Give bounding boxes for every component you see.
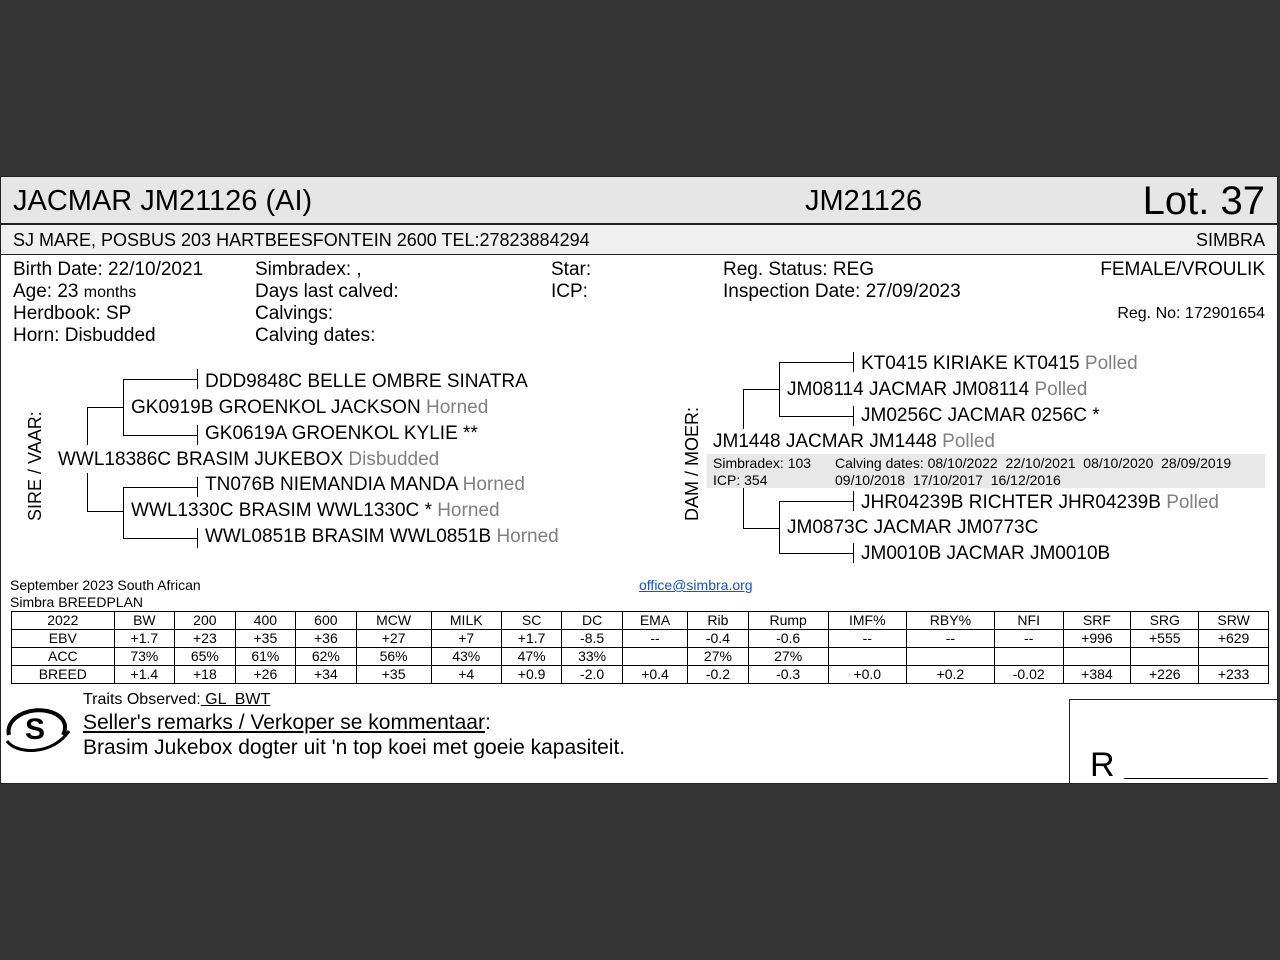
table-cell: 43% [431, 648, 501, 666]
table-cell: +0.2 [906, 666, 994, 684]
table-cell: -0.4 [688, 630, 749, 648]
table-cell: 62% [296, 648, 357, 666]
sire-sire [131, 397, 488, 419]
breedplan-table [11, 611, 1269, 684]
age-unit: months [83, 284, 137, 301]
lot-card [0, 176, 1278, 784]
table-cell: SRW [1199, 612, 1269, 630]
line [87, 473, 88, 511]
horn-status: Horned [425, 397, 489, 418]
table-cell: +0.9 [501, 666, 562, 684]
reg-no: Reg. No: 172901654 [1117, 305, 1265, 322]
price-box [1069, 699, 1278, 784]
animal-id: JM21126 [805, 185, 923, 217]
animal-name: JHR04239B RICHTER JHR04239B [861, 492, 1161, 513]
table-cell: EBV [12, 630, 115, 648]
age [13, 281, 136, 303]
line [87, 511, 123, 512]
table-cell: +18 [175, 666, 236, 684]
dam-dam [787, 517, 1038, 539]
table-cell: -0.02 [994, 666, 1063, 684]
line [853, 543, 854, 563]
acc-row [12, 648, 1269, 666]
traits-observed [83, 691, 270, 709]
traits-label: Traits Observed: [83, 691, 201, 708]
table-cell: Rib [688, 612, 749, 630]
horn-status: Horned [462, 474, 525, 495]
animal-name: JM0873C JACMAR JM0773C [787, 517, 1039, 538]
table-cell [828, 648, 906, 666]
dam-sire-dam [861, 405, 1100, 427]
table-cell: SRF [1063, 612, 1131, 630]
owner-info: SJ MARE, POSBUS 203 HARTBEESFONTEIN 2600 TEL:27823884294 [13, 230, 590, 250]
price-line[interactable] [1124, 778, 1268, 779]
table-cell: IMF% [828, 612, 906, 630]
breed-row [12, 666, 1269, 684]
animal-name: KT0415 KIRIAKE KT0415 [861, 353, 1080, 374]
table-cell: +384 [1063, 666, 1131, 684]
table-cell: -0.2 [688, 666, 749, 684]
table-cell: BREED [12, 666, 115, 684]
table-cell: -8.5 [562, 630, 623, 648]
table-cell: 33% [562, 648, 623, 666]
line [743, 488, 744, 528]
logo-letter: S [25, 713, 46, 746]
animal-name: WWL1330C BRASIM WWL1330C * [131, 500, 432, 521]
table-cell: +34 [296, 666, 357, 684]
dam-icp: ICP: 354 [713, 472, 768, 488]
inspection-date: Inspection Date: 27/09/2023 [723, 281, 961, 302]
line [779, 416, 853, 417]
table-cell [622, 648, 687, 666]
email-link[interactable]: office@simbra.org [639, 577, 753, 593]
animal-name: JM08114 JACMAR JM08114 [787, 379, 1030, 400]
breedplan-subtitle: Simbra BREEDPLAN [10, 594, 144, 610]
animal-name: JM0010B JACMAR JM0010B [861, 543, 1111, 564]
line [123, 379, 124, 435]
table-cell: +555 [1131, 630, 1199, 648]
line [743, 528, 779, 529]
table-cell: 2022 [12, 612, 115, 630]
line [743, 389, 744, 429]
table-cell: 61% [235, 648, 296, 666]
table-cell: 73% [114, 648, 175, 666]
line [123, 487, 198, 488]
line [123, 538, 198, 539]
table-cell: 200 [175, 612, 236, 630]
sire-label: SIRE / VAAR: [25, 411, 45, 521]
table-cell: EMA [622, 612, 687, 630]
dam-sire-sire [861, 353, 1138, 375]
line [853, 352, 854, 372]
owner-bar [1, 225, 1277, 255]
lot-number: Lot. 37 [1142, 179, 1265, 223]
table-cell: +4 [431, 666, 501, 684]
table-cell: +233 [1199, 666, 1269, 684]
table-cell: -0.6 [748, 630, 828, 648]
table-cell: -- [622, 630, 687, 648]
table-cell: +26 [235, 666, 296, 684]
breedplan-title: September 2023 South African [10, 577, 201, 593]
table-cell: +0.4 [622, 666, 687, 684]
remarks-colon: : [484, 711, 491, 734]
table-cell: DC [562, 612, 623, 630]
ebv-row [12, 630, 1269, 648]
table-cell [1131, 648, 1199, 666]
line [853, 406, 854, 426]
table-cell: +7 [431, 630, 501, 648]
animal-name: TN076B NIEMANDIA MANDA [205, 474, 458, 495]
reg-status: Reg. Status: REG [723, 259, 875, 280]
line [779, 362, 780, 416]
dam-calving-dates: Calving dates: 08/10/2022 22/10/2021 08/10/2020 28/09/2019 [835, 455, 1232, 471]
calving-dates: Calving dates: [255, 325, 376, 346]
birth-date: Birth Date: 22/10/2021 [13, 259, 204, 280]
simbra-logo-icon [3, 701, 73, 757]
table-cell: +23 [175, 630, 236, 648]
table-cell: +629 [1199, 630, 1269, 648]
horn-status: Disbudded [348, 449, 440, 470]
line [743, 389, 779, 390]
line [87, 407, 88, 445]
line [197, 425, 198, 445]
table-cell: 56% [356, 648, 431, 666]
sire-dam-sire [205, 474, 525, 496]
table-cell: 27% [748, 648, 828, 666]
remarks-label: Seller's remarks / Verkoper se kommentaar [83, 711, 485, 734]
table-cell: +1.7 [114, 630, 175, 648]
line [197, 528, 198, 548]
line [197, 477, 198, 497]
icp: ICP: [551, 281, 588, 302]
remarks-heading [83, 711, 491, 735]
table-cell: +226 [1131, 666, 1199, 684]
table-cell: BW [114, 612, 175, 630]
table-cell: +0.0 [828, 666, 906, 684]
remarks-text: Brasim Jukebox dogter uit 'n top koei met goeie kapasiteit. [83, 736, 626, 759]
table-cell [1063, 648, 1131, 666]
line [197, 369, 198, 389]
sex: FEMALE/VROULIK [1100, 259, 1265, 280]
table-cell: +996 [1063, 630, 1131, 648]
sire-sire-dam [205, 423, 478, 445]
breed-label: SIMBRA [1195, 230, 1265, 250]
price-label: R [1090, 746, 1115, 784]
table-cell: +35 [235, 630, 296, 648]
table-cell: NFI [994, 612, 1063, 630]
trait-header-row [12, 612, 1269, 630]
sire-sire-sire [205, 371, 528, 393]
table-cell [1199, 648, 1269, 666]
table-cell: SRG [1131, 612, 1199, 630]
lot-header [1, 177, 1277, 225]
line [779, 501, 853, 502]
dam-simbradex: Simbradex: 103 [713, 455, 812, 471]
animal-name: JM1448 JACMAR JM1448 [713, 431, 937, 452]
line [123, 379, 198, 380]
table-cell: 400 [235, 612, 296, 630]
dam-sire [787, 379, 1087, 401]
table-cell: +1.7 [501, 630, 562, 648]
animal-name: GK0619A GROENKOL KYLIE ** [205, 423, 478, 444]
dam-dam-sire [861, 492, 1219, 514]
dam-label: DAM / MOER: [682, 406, 702, 521]
table-cell: 600 [296, 612, 357, 630]
horn-status: Polled [1034, 379, 1088, 400]
horn-status: Polled [942, 431, 995, 452]
table-cell: 65% [175, 648, 236, 666]
table-cell: +27 [356, 630, 431, 648]
table-cell: -- [828, 630, 906, 648]
table-cell: MILK [431, 612, 501, 630]
table-cell: 27% [688, 648, 749, 666]
table-cell: Rump [748, 612, 828, 630]
table-cell: RBY% [906, 612, 994, 630]
horn-status: Horn: Disbudded [13, 325, 156, 346]
sire-dam-dam [205, 526, 559, 548]
calvings: Calvings: [255, 303, 334, 324]
line [779, 501, 780, 553]
line [123, 487, 124, 538]
horn-status: Horned [496, 526, 559, 547]
table-cell: -- [906, 630, 994, 648]
table-cell: 47% [501, 648, 562, 666]
age-value: Age: 23 [13, 281, 79, 302]
table-cell: +1.4 [114, 666, 175, 684]
dam-calving-dates-cont: 09/10/2018 17/10/2017 16/12/2016 [835, 472, 1061, 488]
animal-name: WWL18386C BRASIM JUKEBOX [58, 449, 344, 470]
table-cell: SC [501, 612, 562, 630]
animal-name: GK0919B GROENKOL JACKSON [131, 397, 421, 418]
table-cell: ACC [12, 648, 115, 666]
sire-dam [131, 500, 500, 522]
star: Star: [551, 259, 592, 280]
traits-value: GL BWT [200, 691, 271, 708]
table-cell [994, 648, 1063, 666]
table-cell [906, 648, 994, 666]
dam [713, 431, 995, 453]
table-cell: -- [994, 630, 1063, 648]
days-last-calved: Days last calved: [255, 281, 399, 302]
horn-status: Horned [437, 500, 500, 521]
horn-status: Polled [1166, 492, 1220, 513]
horn-status: Polled [1084, 353, 1138, 374]
dam-info-box [707, 454, 1265, 488]
dam-dam-dam [861, 543, 1110, 565]
simbradex: Simbradex: , [255, 259, 362, 280]
table-cell: +35 [356, 666, 431, 684]
animal-name: JM0256C JACMAR 0256C * [861, 405, 1100, 426]
sire [58, 449, 439, 471]
animal-name: DDD9848C BELLE OMBRE SINATRA [205, 371, 528, 392]
table-cell: +36 [296, 630, 357, 648]
line [853, 491, 854, 511]
line [779, 362, 853, 363]
table-cell: MCW [356, 612, 431, 630]
table-cell: -2.0 [562, 666, 623, 684]
animal-name: WWL0851B BRASIM WWL0851B [205, 526, 492, 547]
line [779, 553, 853, 554]
table-cell: -0.3 [748, 666, 828, 684]
line [87, 407, 123, 408]
line [123, 435, 198, 436]
animal-name: JACMAR JM21126 (AI) [13, 185, 313, 217]
herdbook: Herdbook: SP [13, 303, 132, 324]
